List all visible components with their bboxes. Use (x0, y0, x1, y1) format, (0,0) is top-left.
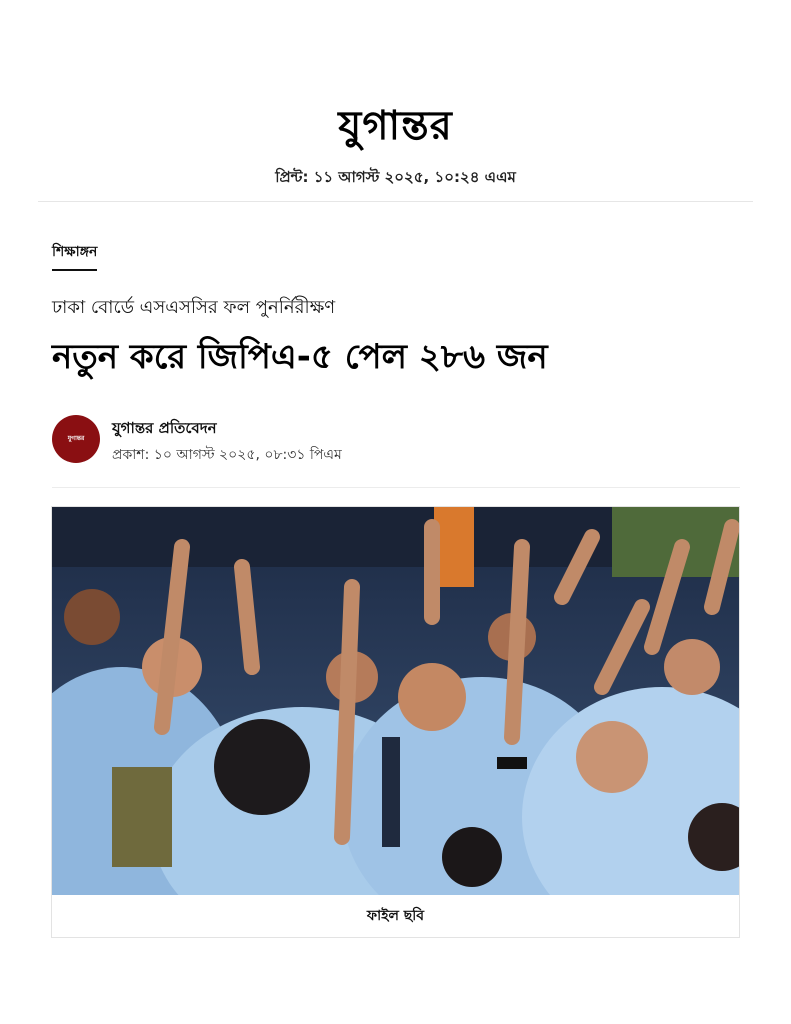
article-subhead: ঢাকা বোর্ডে এসএসসির ফল পুনর্নিরীক্ষণ (52, 297, 336, 318)
publish-timestamp: প্রকাশ: ১০ আগস্ট ২০২৫, ০৮:৩১ পিএম (112, 447, 342, 463)
byline (52, 415, 752, 467)
byline-divider (52, 487, 740, 488)
site-logo[interactable]: যুগান্তর (338, 102, 453, 149)
author-name: যুগান্তর প্রতিবেদন (112, 419, 217, 437)
author-avatar (52, 415, 100, 463)
masthead (0, 100, 791, 152)
image-caption: ফাইল ছবি (366, 908, 425, 924)
print-timestamp: প্রিন্ট: ১১ আগস্ট ২০২৫, ১০:২৪ এএম (275, 168, 516, 186)
section-link[interactable]: শিক্ষাঙ্গন (52, 240, 97, 271)
article-headline: নতুন করে জিপিএ-৫ পেল ২৮৬ জন (52, 337, 548, 377)
article-photo (52, 507, 739, 895)
header-divider (38, 201, 753, 202)
article-figure (51, 506, 740, 938)
photo-illustration (52, 507, 739, 895)
avatar-label: যুগান্তর (67, 435, 85, 442)
